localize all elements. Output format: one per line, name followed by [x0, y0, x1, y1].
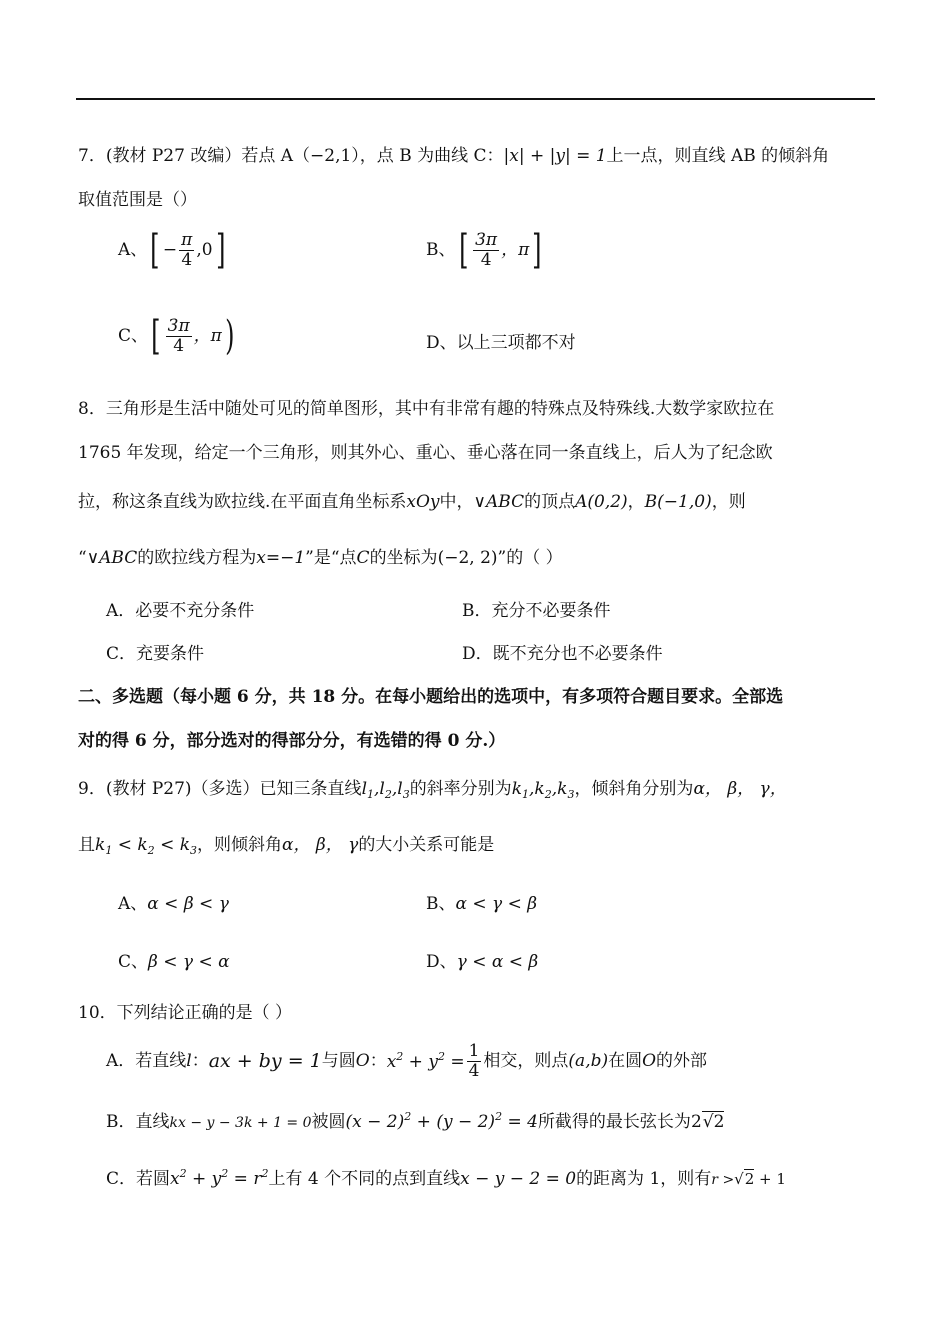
- q9-option-c-text: β < γ < α: [148, 952, 230, 972]
- q10-circle-o-2: O: [642, 1050, 657, 1071]
- q9-option-b[interactable]: B、α < γ < β: [426, 894, 538, 914]
- q8-vertex-b: B(−1,0): [644, 492, 712, 512]
- section2-heading-line2: 对的得 6 分，部分选对的得部分分，有选错的得 0 分.）: [78, 731, 506, 751]
- q10-b-line-equation: kx − y − 3k + 1 = 0: [169, 1115, 312, 1131]
- q9-slopes: $k_1,k_2,k_3$: [511, 779, 575, 801]
- q7-option-c-fraction: $\frac{3\pi}{4}$: [167, 315, 190, 356]
- q9-angles-2: α， β， γ: [282, 835, 359, 855]
- q7-option-b-rest: ，π: [501, 239, 530, 260]
- q7-option-b[interactable]: [426, 227, 545, 273]
- header-rule: [76, 98, 875, 100]
- q7-stem-line2: 取值范围是（）: [78, 190, 197, 210]
- q8-option-d[interactable]: D．既不充分也不必要条件: [462, 644, 663, 664]
- q9-line2: 且$k_1 < k_2 < k_3$，则倾斜角α， β， γ的大小关系可能是: [78, 835, 495, 857]
- q9-line1: 9．(教材 P27)（多选）已知三条直线$l_1,l_2,l_3$的斜率分别为$k_1,k_2,k_3$，倾斜角分别为α， β， γ，: [78, 779, 787, 801]
- q10-line-l: l: [186, 1050, 192, 1071]
- q10-c-circle-equation: $x^2 + y^2 = r^2$: [170, 1167, 269, 1189]
- q8-triangle: ∨ABC: [473, 492, 525, 512]
- q8-coord-system: xOy: [406, 492, 440, 512]
- q7-option-c-label: C、: [118, 325, 149, 346]
- q7-option-b-label: B、: [426, 239, 456, 260]
- q10-circle-o: O: [355, 1050, 370, 1071]
- q7-curve-equation: |x| + |y| = 1: [503, 146, 607, 166]
- q8-line3: 拉，称这条直线为欧拉线.在平面直角坐标系xOy中，∨ABC的顶点A(0,2)，B(−1,0)，则: [78, 492, 746, 512]
- q7-option-c-rest: ，π: [193, 325, 222, 346]
- sqrt-icon: √2: [702, 1112, 725, 1132]
- right-bracket-icon: ]: [532, 227, 542, 273]
- q10-b-value: 2: [690, 1112, 702, 1132]
- q8-line2: 1765 年发现，给定一个三角形，则其外心、重心、垂心落在同一条直线上，后人为了纪念欧: [78, 443, 773, 463]
- q9-angles: α， β， γ，: [693, 779, 787, 799]
- q10-option-c[interactable]: C．若圆$x^2 + y^2 = r^2$上有 4 个不同的点到直线x − y − 2 = 0的距离为 1，则有r >√2 + 1: [106, 1167, 786, 1189]
- q9-option-d[interactable]: D、γ < α < β: [426, 952, 539, 972]
- q7-stem-line1: [78, 146, 829, 166]
- q10-circle-equation: $x^2 + y^2$ =: [386, 1049, 465, 1072]
- q10-b-circle-equation: $(x - 2)^2 + (y - 2)^2 = 4$: [345, 1110, 538, 1132]
- q8-option-a[interactable]: A．必要不充分条件: [106, 601, 255, 621]
- q8-euler-line-eq: x=−1: [256, 548, 306, 568]
- q7-text-c: 上一点，则直线 AB 的倾斜角: [606, 146, 830, 166]
- q9-option-a[interactable]: A、α < β < γ: [118, 894, 229, 914]
- q10-option-a[interactable]: A．若直线 l ： ax + by = 1 与圆 O ： $x^2 + y^2$ = $\frac{1}{4}$ 相交，则点 (a,b) 在圆 O 的外部: [106, 1041, 708, 1081]
- q8-point-c: C: [356, 548, 370, 568]
- q9-option-c[interactable]: C、β < γ < α: [118, 952, 230, 972]
- q10-circle-radius-fraction: $\frac{1}{4}$: [468, 1041, 480, 1081]
- q10-point-ab: (a,b): [568, 1050, 609, 1071]
- q7-text-a: 7．(教材 P27 改编）若点 A（: [78, 146, 311, 166]
- q8-option-b[interactable]: B．充分不必要条件: [462, 601, 611, 621]
- q9-option-d-text: γ < α < β: [456, 952, 539, 972]
- sqrt-icon: √2 + 1: [734, 1170, 786, 1188]
- left-bracket-icon: [: [151, 313, 161, 359]
- q9-option-b-text: α < γ < β: [455, 894, 538, 914]
- left-bracket-icon: [: [150, 227, 160, 273]
- q10-stem: 10．下列结论正确的是（ ）: [78, 1003, 293, 1023]
- q7-text-b: ），点 B 为曲线 C：: [351, 146, 504, 166]
- section2-heading-line1: 二、多选题（每小题 6 分，共 18 分。在每小题给出的选项中，有多项符合题目要求。全部选: [78, 687, 784, 707]
- q8-line4: “∨ABC的欧拉线方程为x=−1”是“点C的坐标为(−2, 2)”的（ ）: [78, 548, 563, 568]
- q7-option-c[interactable]: [118, 313, 237, 359]
- q10-option-b[interactable]: B．直线kx − y − 3k + 1 = 0被圆$(x - 2)^2 + (y - 2)^2 = 4$所截得的最长弦长为2√2: [106, 1110, 725, 1132]
- q10-c-line-equation: x − y − 2 = 0: [460, 1169, 577, 1189]
- left-bracket-icon: [: [458, 227, 468, 273]
- q10-c-r-inequality: r >: [711, 1172, 735, 1188]
- q7-option-d[interactable]: D、以上三项都不对: [426, 333, 576, 353]
- q8-option-c[interactable]: C．充要条件: [106, 644, 205, 664]
- right-bracket-icon: ]: [215, 227, 226, 273]
- q8-line1: 8．三角形是生活中随处可见的简单图形，其中有非常有趣的特殊点及特殊线.大数学家欧拉在: [78, 399, 775, 419]
- q7-option-a[interactable]: A、 [ − $\frac{\pi}{4}$ ,0 ]: [118, 227, 226, 273]
- q7-option-b-fraction: $\frac{3\pi}{4}$: [475, 229, 498, 270]
- q9-lines: $l_1,l_2,l_3$: [361, 779, 410, 801]
- q7-point-a: −2,1: [310, 146, 352, 166]
- q7-option-a-rest: ,0: [196, 239, 213, 260]
- q7-option-a-label: A、: [118, 239, 148, 260]
- q7-option-a-fraction: $\frac{\pi}{4}$: [181, 229, 193, 270]
- q9-slope-inequality: $k_1 < k_2 < k_3$: [95, 835, 198, 857]
- q8-triangle-2: ∨ABC: [86, 548, 138, 568]
- q10-line-equation: ax + by = 1: [208, 1049, 322, 1072]
- q8-point-c-coord: (−2, 2): [437, 548, 498, 568]
- q9-option-a-text: α < β < γ: [147, 894, 229, 914]
- right-paren-icon: ): [224, 313, 235, 359]
- q8-vertex-a: A(0,2): [575, 492, 628, 512]
